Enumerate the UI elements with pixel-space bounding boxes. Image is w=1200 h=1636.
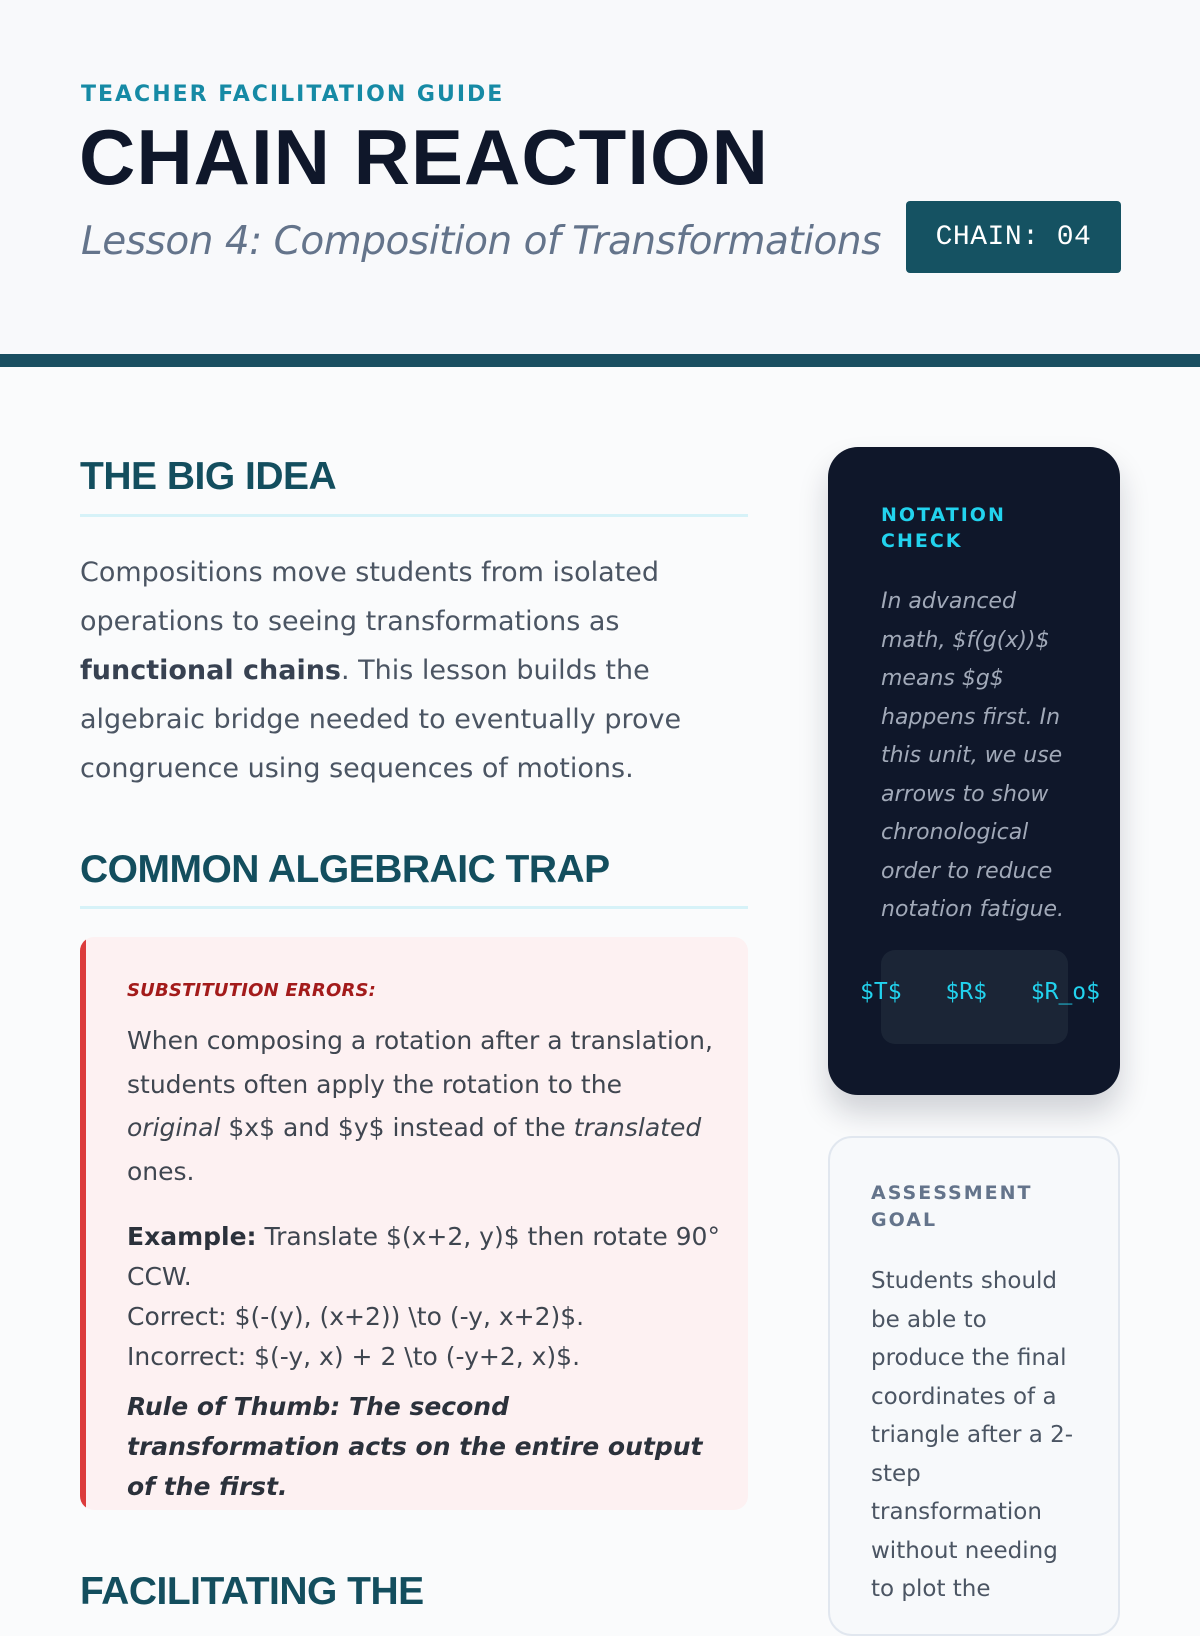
assessment-label: ASSESSMENT GOAL [871,1182,1033,1231]
lesson-subtitle: Lesson 4: Composition of Transformations [81,219,881,264]
big-idea-heading: THE BIG IDEA [80,455,337,498]
big-idea-emphasis: functional chains [80,655,341,686]
example-text: Translate $(x+2, y)$ then rotate 90° CCW. [127,1222,720,1291]
chain-badge: CHAIN: 04 [906,201,1121,273]
big-idea-divider [80,514,748,517]
big-idea-text-2: . This lesson builds the algebraic bridge needed to eventually prove congruence using sequences of motions. [80,655,682,784]
symbol-translation: $T$ [860,979,902,1005]
example-incorrect: Incorrect: $(-y, x) + 2 \to (-y+2, x)$. [127,1342,581,1371]
guide-eyebrow: TEACHER FACILITATION GUIDE [81,82,505,107]
trap-heading: COMMON ALGEBRAIC TRAP [80,848,610,891]
facilitating-heading: FACILITATING THE [80,1570,424,1613]
trap-emphasis-translated: translated [573,1113,702,1142]
example-line [127,1217,732,1297]
header-divider [0,354,1200,367]
assessment-text: Students should be able to produce the final coordinates of a triangle after a 2-step transformation without needing to plot the [871,1268,1074,1602]
big-idea-text [80,548,745,793]
trap-description [127,1019,717,1193]
rule-of-thumb: Rule of Thumb: The second transformation acts on the entire output of the first. [127,1392,703,1501]
big-idea-text-1: Compositions move students from isolated operations to seeing transformations as [80,557,660,637]
notation-symbols [860,979,1100,1005]
trap-example [127,1217,732,1377]
trap-divider [80,906,748,909]
notation-text: In advanced math, $f(g(x))$ means $g$ happens first. In this unit, we use arrows to show chronological order to reduce notation fatigue. [881,589,1065,922]
trap-label: SUBSTITUTION ERRORS: [127,980,377,1001]
page-title: CHAIN REACTION [79,113,769,201]
notation-check-card [828,447,1120,1095]
trap-text-3: ones. [127,1156,195,1186]
trap-emphasis-original: original [127,1113,221,1142]
assessment-goal-card [828,1136,1120,1636]
symbol-rotation-origin: $R_o$ [1030,979,1100,1005]
trap-callout [80,937,748,1510]
guide-header [0,0,1200,354]
example-label: Example: [127,1222,257,1251]
symbol-rotation: $R$ [945,979,987,1005]
trap-text-2: $x$ and $y$ instead of the [220,1113,574,1142]
trap-text-1: When composing a rotation after a translation, students often apply the rotation to the [127,1026,713,1099]
notation-label: NOTATION CHECK [881,504,1006,552]
example-correct: Correct: $(-(y), (x+2)) \to (-y, x+2)$. [127,1302,585,1331]
